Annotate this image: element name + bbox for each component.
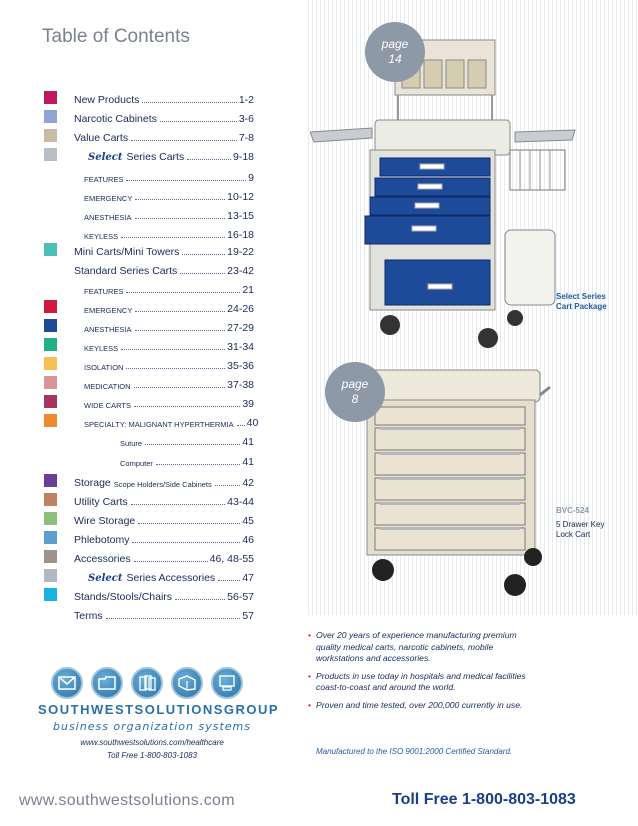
toc-label: Wire Storage	[74, 515, 136, 527]
toc-page-number: 56-57	[227, 591, 254, 603]
toc-label: Series Carts	[126, 151, 185, 163]
color-swatch	[44, 531, 57, 544]
toc-label: Standard Series Carts	[74, 265, 178, 277]
toc-label: ISOLATION	[84, 363, 124, 372]
badge-word: page	[381, 37, 409, 51]
dot-leader	[237, 425, 245, 426]
badge-number: 8	[351, 392, 359, 406]
iso-statement: Manufactured to the ISO 9001:2000 Certified Standard.	[316, 747, 513, 756]
dot-leader	[218, 580, 240, 581]
toc-row[interactable]	[44, 261, 304, 277]
toc-row[interactable]	[44, 299, 304, 315]
box-icon	[171, 667, 203, 699]
dot-leader	[121, 349, 225, 350]
toc-label: ANESTHESIA	[84, 213, 132, 222]
toc-row[interactable]	[44, 394, 304, 410]
color-swatch	[44, 300, 57, 313]
toc-page-number: 42	[242, 477, 254, 489]
company-name: SOUTHWESTSOLUTIONSGROUP	[38, 702, 280, 717]
company-phone: Toll Free 1-800-803-1083	[107, 751, 197, 760]
toc-label: FEATURES	[84, 287, 124, 296]
bullet-icon: •	[308, 699, 312, 710]
dot-leader	[182, 254, 225, 255]
toc-row[interactable]	[44, 492, 304, 508]
toc-page-number: 23-42	[227, 265, 254, 277]
toc-label: SPECIALTY: MALIGNANT HYPERTHERMIA	[84, 420, 234, 429]
dot-leader	[187, 159, 231, 160]
badge-word: page	[341, 377, 369, 391]
toc-page-number: 41	[242, 456, 254, 468]
dot-leader	[131, 140, 237, 141]
feature-bullets	[308, 630, 563, 717]
toc-page-number: 40	[246, 417, 259, 429]
page-title: Table of Contents	[42, 26, 190, 47]
toc-label: Value Carts	[74, 132, 129, 144]
dot-leader	[175, 599, 225, 600]
footer-phone: Toll Free 1-800-803-1083	[392, 791, 576, 808]
folder-icon	[91, 667, 123, 699]
footer-url[interactable]: www.southwestsolutions.com	[19, 792, 235, 809]
bullet-line: workstations and accessories.	[316, 653, 431, 663]
toc-page-number: 24-26	[227, 303, 254, 315]
caption-line-1: 5 Drawer Key	[556, 520, 605, 529]
toc-page-number: 46, 48-55	[209, 553, 254, 565]
dot-leader	[131, 504, 225, 505]
logo-icons	[51, 667, 243, 699]
toc-label: MEDICATION	[84, 382, 131, 391]
page-14-badge[interactable]	[365, 22, 425, 82]
toc-page-number: 1-2	[238, 94, 254, 106]
bullet-icon: •	[308, 670, 312, 681]
company-url[interactable]: www.southwestsolutions.com/healthcare	[80, 738, 224, 747]
toc-label: Phlebotomy	[74, 534, 130, 546]
dot-leader	[126, 368, 225, 369]
dot-leader	[134, 406, 240, 407]
toc-row[interactable]	[44, 511, 304, 527]
toc-row[interactable]	[44, 473, 304, 489]
toc-row[interactable]	[44, 90, 304, 106]
bullet-line: Proven and time tested, over 200,000 currently in use.	[316, 699, 523, 710]
color-swatch	[44, 376, 57, 389]
documents-icon	[131, 667, 163, 699]
page-8-badge[interactable]	[325, 362, 385, 422]
dot-leader	[215, 485, 241, 486]
toc-label: KEYLESS	[84, 344, 119, 353]
color-swatch	[44, 148, 57, 161]
color-swatch	[44, 395, 57, 408]
toc-row[interactable]	[44, 452, 304, 468]
toc-label: KEYLESS	[84, 232, 119, 241]
dot-leader	[135, 311, 225, 312]
toc-label: ANESTHESIA	[84, 325, 132, 334]
bullet-line: Over 20 years of experience manufacturing premium	[316, 630, 517, 640]
dot-leader	[180, 273, 225, 274]
toc-row[interactable]	[44, 206, 304, 222]
toc-page-number: 9-18	[232, 151, 254, 163]
toc-row[interactable]	[44, 225, 304, 241]
toc-label: Stands/Stools/Chairs	[74, 591, 173, 603]
toc-page-number: 13-15	[227, 210, 254, 222]
company-logo	[38, 654, 280, 769]
dot-leader	[135, 199, 225, 200]
toc-extra: Scope Holders/Side Cabinets	[113, 480, 212, 489]
toc-row[interactable]	[44, 109, 304, 125]
toc-page-number: 43-44	[227, 496, 254, 508]
color-swatch	[44, 493, 57, 506]
toc-page-number: 45	[242, 515, 254, 527]
color-swatch	[44, 588, 57, 601]
bullet-line: coast-to-coast and around the world.	[316, 682, 456, 692]
toc-row[interactable]	[44, 375, 304, 391]
bvc-524-cart-image	[355, 365, 560, 600]
model-number: BVC-524	[556, 506, 589, 515]
toc-label: EMERGENCY	[84, 306, 133, 315]
bullet-icon: •	[308, 630, 312, 640]
caption-line-2: Lock Cart	[556, 530, 591, 539]
toc-label: Suture	[120, 439, 143, 448]
select-logo: Select	[88, 573, 123, 584]
toc-row[interactable]	[44, 147, 304, 163]
toc-page-number: 3-6	[238, 113, 254, 125]
bvc-524-caption	[556, 506, 604, 540]
dot-leader	[156, 464, 240, 465]
toc-label: Utility Carts	[74, 496, 128, 508]
toc-label: Narcotic Cabinets	[74, 113, 157, 125]
envelope-icon	[51, 667, 83, 699]
toc-page-number: 31-34	[227, 341, 254, 353]
select-logo: Select	[88, 152, 123, 163]
color-swatch	[44, 319, 57, 332]
toc-page-number: 16-18	[227, 229, 254, 241]
toc-label: Computer	[120, 459, 153, 468]
caption-line-1: Select Series	[556, 292, 606, 301]
toc-row[interactable]	[44, 168, 304, 184]
toc-page-number: 41	[242, 436, 254, 448]
dot-leader	[145, 444, 240, 445]
company-tagline: business organization systems	[52, 720, 252, 733]
toc-page-number: 9	[248, 172, 254, 184]
dot-leader	[134, 561, 208, 562]
toc-page-number: 19-22	[227, 246, 254, 258]
toc-row[interactable]	[44, 318, 304, 334]
toc-label: Storage	[74, 477, 111, 489]
dot-leader	[121, 237, 225, 238]
toc-page-number: 47	[242, 572, 254, 584]
bullet-line: Products in use today in hospitals and medical facilities	[316, 670, 526, 681]
color-swatch	[44, 512, 57, 525]
toc-label: FEATURES	[84, 175, 124, 184]
color-swatch	[44, 129, 57, 142]
dot-leader	[126, 180, 246, 181]
dot-leader	[135, 218, 226, 219]
dot-leader	[160, 121, 237, 122]
color-swatch	[44, 550, 57, 563]
toc-page-number: 10-12	[227, 191, 254, 203]
toc-row[interactable]	[44, 568, 304, 584]
toc-row[interactable]	[44, 530, 304, 546]
toc-row[interactable]	[44, 242, 304, 258]
select-series-caption	[556, 292, 607, 312]
toc-page-number: 46	[242, 534, 254, 546]
toc-page-number: 37-38	[227, 379, 254, 391]
toc-row[interactable]	[44, 432, 304, 448]
toc-page-number: 35-36	[227, 360, 254, 372]
toc-page-number: 39	[242, 398, 254, 410]
toc-page-number: 27-29	[227, 322, 254, 334]
toc-row[interactable]	[44, 337, 304, 353]
toc-row[interactable]	[44, 187, 304, 203]
color-swatch	[44, 243, 57, 256]
toc-row[interactable]	[44, 549, 304, 565]
bullet-line: quality medical carts, narcotic cabinets, mobile	[316, 641, 494, 652]
bullet-item	[308, 671, 563, 694]
toc-row[interactable]	[44, 280, 304, 296]
toc-row[interactable]	[44, 413, 304, 429]
dot-leader	[132, 542, 240, 543]
dot-leader	[126, 292, 240, 293]
dot-leader	[106, 618, 241, 619]
toc-page-number: 21	[242, 284, 254, 296]
color-swatch	[44, 91, 57, 104]
bullet-item	[308, 630, 563, 665]
toc-row[interactable]	[44, 128, 304, 144]
toc-label: Terms	[74, 610, 103, 622]
color-swatch	[44, 414, 57, 427]
toc-label: Mini Carts/Mini Towers	[74, 246, 180, 258]
dot-leader	[138, 523, 240, 524]
computer-icon	[211, 667, 243, 699]
toc-label: Accessories	[74, 553, 131, 565]
color-swatch	[44, 474, 57, 487]
color-swatch	[44, 338, 57, 351]
dot-leader	[142, 102, 236, 103]
select-series-cart-image	[310, 20, 580, 360]
color-swatch	[44, 357, 57, 370]
toc-page-number: 7-8	[238, 132, 254, 144]
caption-line-2: Cart Package	[556, 302, 607, 311]
toc-label: Series Accessories	[126, 572, 216, 584]
bullet-item	[308, 700, 563, 712]
toc-page-number: 57	[242, 610, 254, 622]
color-swatch	[44, 569, 57, 582]
dot-leader	[134, 387, 226, 388]
toc-row[interactable]	[44, 587, 304, 603]
toc-row[interactable]	[44, 356, 304, 372]
badge-number: 14	[388, 52, 402, 66]
dot-leader	[135, 330, 226, 331]
toc-label: EMERGENCY	[84, 194, 133, 203]
toc-row[interactable]	[44, 606, 304, 622]
toc-label: New Products	[74, 94, 140, 106]
toc-label: WIDE CARTS	[84, 401, 131, 410]
color-swatch	[44, 110, 57, 123]
